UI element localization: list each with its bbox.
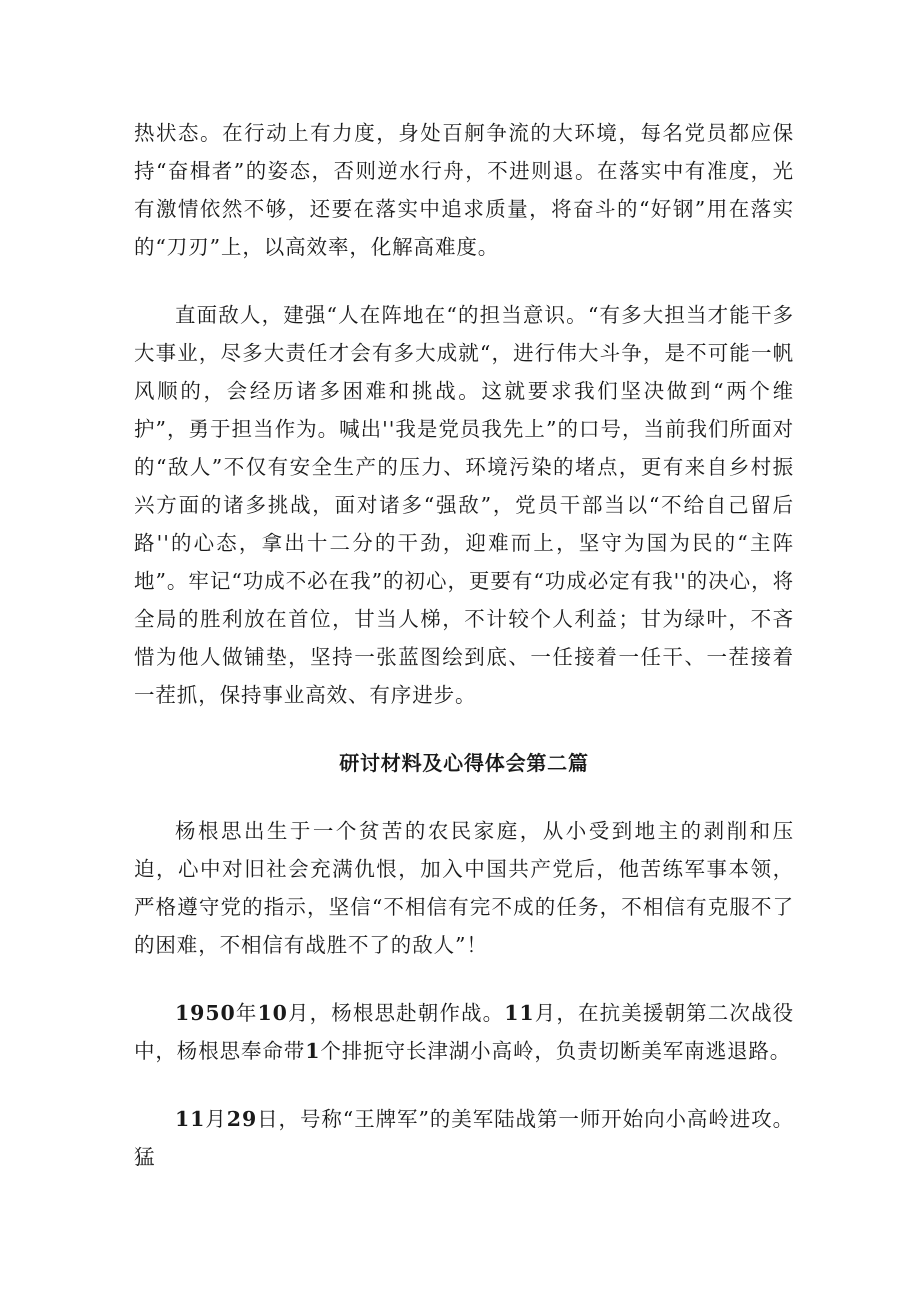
paragraph-1: 热状态。在行动上有力度，身处百舸争流的大环境，每名党员都应保持“奋楫者”的姿态，否则逆水行舟，不进则退。在落实中有准度，光有激情依然不够，还要在落实中追求质量，将奋斗的“好钢”用在落实的“刀刃”上，以高效率，化解高难度。 [134,121,794,259]
section-heading: 研讨材料及心得体会第二篇 [339,751,589,775]
text-segment: 月，在抗美援朝第二次战役中，杨根思奉命带 [134,1001,794,1063]
paragraph-2: 直面敌人，建强“人在阵地在“的担当意识。“有多大担当才能干多大事业，尽多大责任才会有多大成就“，进行伟大斗争，是不可能一帆风顺的，会经历诸多困难和挑战。这就要求我们坚决做到“两个维护”，勇于担当作为。喊出''我是党员我先上”的口号，当前我们所面对的“敌人”不仅有安全生产的压力、环境污染的堵点，更有来自乡村振兴方面的诸多挑战，面对诸多“强敌”，党员干部当以“不给自己留后路''的心态，拿出十二分的干劲，迎难而上，坚守为国为民的“主阵地”。牢记“功成不必在我”的初心，更要有“功成必定有我''的决心，将全局的胜利放在首位，甘当人梯，不计较个人利益；甘为绿叶，不吝惜为他人做铺垫，坚持一张蓝图绘到底、一任接着一任干、一茬接着一茬抓，保持事业高效、有序进步。 [134,303,794,707]
year-number: 1950 [175,1001,236,1025]
paragraph-5 [134,1100,794,1176]
day-number: 29 [226,1107,258,1131]
month-number: 10 [257,1001,288,1025]
text-segment: 日，号称“王牌军”的美军陆战第一师开始向小高岭进攻。猛 [134,1107,795,1169]
text-segment: 年 [235,1001,258,1025]
text-segment: 个排扼守长津湖小高岭，负责切断美军南逃退路。 [320,1039,792,1063]
document-page [134,114,794,1176]
month-number: 11 [504,1001,535,1025]
text-segment: 月，杨根思赴朝作战。 [287,1001,505,1025]
paragraph-4 [134,994,794,1070]
text-segment: 月 [205,1107,227,1131]
count-number: 1 [305,1039,321,1063]
paragraph-3: 杨根思出生于一个贫苦的农民家庭，从小受到地主的剥削和压迫，心中对旧社会充满仇恨，加入中国共产党后，他苦练军事本领，严格遵守党的指示，坚信“不相信有完不成的任务，不相信有克服不了的困难，不相信有战胜不了的敌人”！ [134,819,794,957]
month-number: 11 [175,1107,206,1131]
